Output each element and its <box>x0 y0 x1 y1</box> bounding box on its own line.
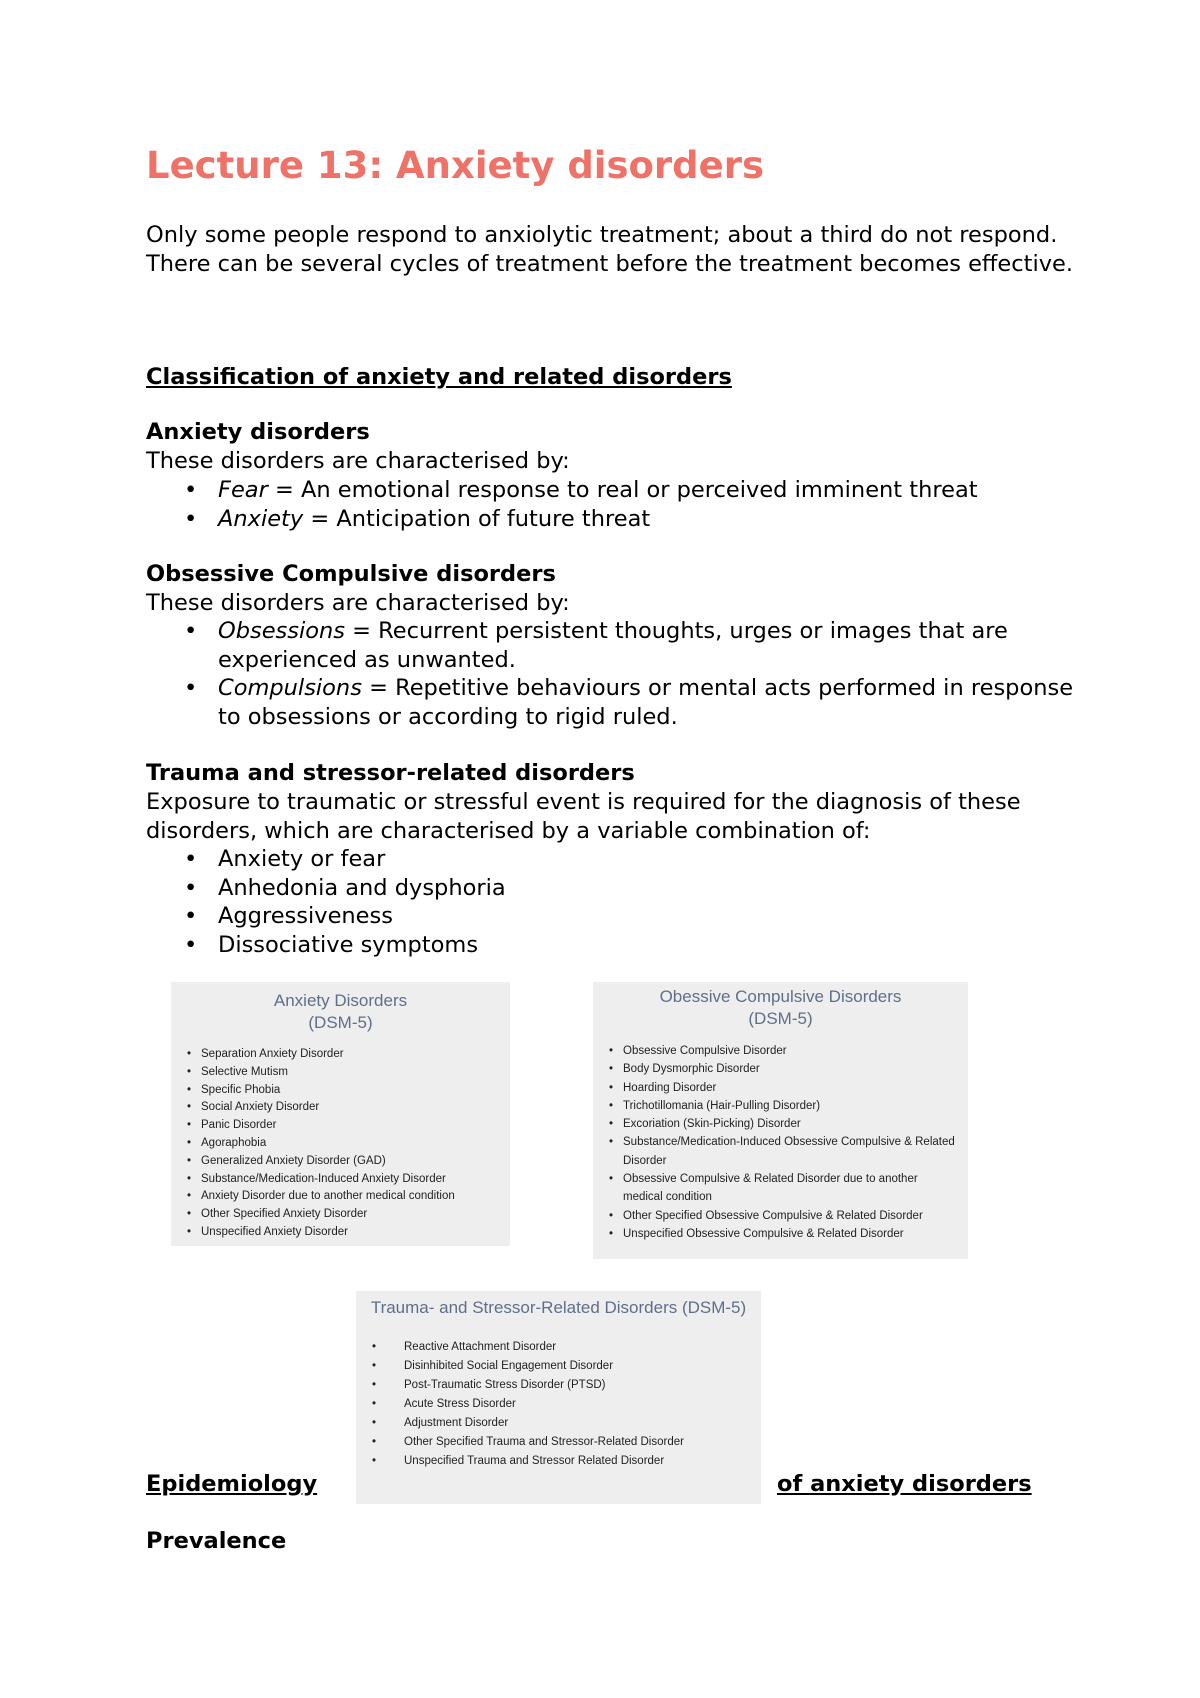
ocd-lead: These disorders are characterised by: <box>146 590 570 616</box>
list-item: • Body Dysmorphic Disorder <box>593 1060 956 1078</box>
list-item: • Other Specified Obsessive Compulsive & Related Disorder <box>593 1207 956 1225</box>
prevalence-heading: Prevalence <box>146 1528 287 1554</box>
list-item-text: = Anticipation of future threat <box>303 505 651 532</box>
page-title: Lecture 13: Anxiety disorders <box>146 144 765 187</box>
ocd-dsm5-panel <box>593 982 968 1259</box>
trauma-list <box>146 845 1076 959</box>
trauma-lead: Exposure to traumatic or stressful event is required for the diagnosis of these disorders, which are characterised by a variable combination of: <box>146 789 1021 844</box>
intro-paragraph: Only some people respond to anxiolytic treatment; about a third do not respond. There can be several cycles of treatment before the treatment becomes effective. <box>146 222 1074 277</box>
list-item <box>146 674 1076 731</box>
list-item: • Trichotillomania (Hair-Pulling Disorder) <box>593 1097 956 1115</box>
classification-heading: Classification of anxiety and related disorders <box>146 364 732 390</box>
list-item <box>146 505 1076 534</box>
list-item-term: Fear <box>218 477 268 503</box>
list-item: • Unspecified Obsessive Compulsive & Related Disorder <box>593 1225 956 1243</box>
anxiety-disorders-heading: Anxiety disorders <box>146 419 370 445</box>
list-item-text: = Repetitive behaviours or mental acts performed in response to obsessions or according to rigid ruled. <box>218 675 1074 730</box>
list-item: • Selective Mutism <box>171 1064 510 1082</box>
list-item: • Substance/Medication-Induced Anxiety Disorder <box>171 1171 510 1189</box>
list-item: • Agoraphobia <box>171 1135 510 1153</box>
list-item: • Other Specified Anxiety Disorder <box>171 1206 510 1224</box>
list-item: • Reactive Attachment Disorder <box>356 1338 761 1357</box>
list-item: • Aggressiveness <box>146 902 1076 931</box>
anxiety-disorders-lead: These disorders are characterised by: <box>146 448 570 474</box>
list-item: • Generalized Anxiety Disorder (GAD) <box>171 1153 510 1171</box>
trauma-heading: Trauma and stressor-related disorders <box>146 760 635 786</box>
panel-title: Anxiety Disorders <box>273 991 408 1010</box>
panel-list <box>593 1042 968 1243</box>
list-item: • Acute Stress Disorder <box>356 1395 761 1414</box>
list-item: • Unspecified Trauma and Stressor Related Disorder <box>356 1452 761 1471</box>
panel-title: Obessive Compulsive Disorders <box>659 987 902 1006</box>
list-item-term: Obsessions <box>218 618 346 644</box>
list-item <box>146 476 1076 505</box>
list-item: • Adjustment Disorder <box>356 1414 761 1433</box>
ocd-list <box>146 617 1076 731</box>
trauma-dsm5-panel <box>356 1291 761 1504</box>
list-item: • Hoarding Disorder <box>593 1079 956 1097</box>
list-item <box>146 617 1076 674</box>
list-item: • Post-Traumatic Stress Disorder (PTSD) <box>356 1376 761 1395</box>
anxiety-disorders-list <box>146 476 1076 533</box>
list-item-term: Anxiety <box>218 505 304 532</box>
list-item: • Excoriation (Skin-Picking) Disorder <box>593 1115 956 1133</box>
list-item: • Obsessive Compulsive Disorder <box>593 1042 956 1060</box>
list-item: • Social Anxiety Disorder <box>171 1099 510 1117</box>
list-item-term: Compulsions <box>218 675 362 701</box>
list-item: • Obsessive Compulsive & Related Disorder due to another medical condition <box>593 1170 956 1207</box>
list-item-text: = Recurrent persistent thoughts, urges or images that are experienced as unwanted. <box>218 618 1008 673</box>
panel-subtitle: (DSM-5) <box>748 1009 813 1028</box>
ocd-heading: Obsessive Compulsive disorders <box>146 561 556 587</box>
panel-subtitle: (DSM-5) <box>308 1013 373 1032</box>
anxiety-dsm5-panel <box>171 982 510 1246</box>
list-item: • Dissociative symptoms <box>146 931 1076 960</box>
list-item: • Anxiety Disorder due to another medical condition <box>171 1188 510 1206</box>
list-item: • Specific Phobia <box>171 1082 510 1100</box>
list-item: • Separation Anxiety Disorder <box>171 1046 510 1064</box>
list-item: • Anxiety or fear <box>146 845 1076 874</box>
list-item: • Anhedonia and dysphoria <box>146 874 1076 903</box>
list-item: • Disinhibited Social Engagement Disorder <box>356 1357 761 1376</box>
list-item: • Other Specified Trauma and Stressor-Related Disorder <box>356 1433 761 1452</box>
list-item: • Panic Disorder <box>171 1117 510 1135</box>
panel-list <box>356 1338 761 1471</box>
list-item: • Unspecified Anxiety Disorder <box>171 1224 510 1242</box>
panel-title: Trauma- and Stressor-Related Disorders (DSM-5) <box>370 1298 747 1317</box>
list-item: • Substance/Medication-Induced Obsessive Compulsive & Related Disorder <box>593 1133 956 1170</box>
epidemiology-heading-right: of anxiety disorders <box>777 1471 1032 1497</box>
list-item-text: = An emotional response to real or perceived imminent threat <box>267 477 978 503</box>
panel-list <box>171 1046 510 1242</box>
epidemiology-heading-left: Epidemiology <box>146 1471 318 1497</box>
